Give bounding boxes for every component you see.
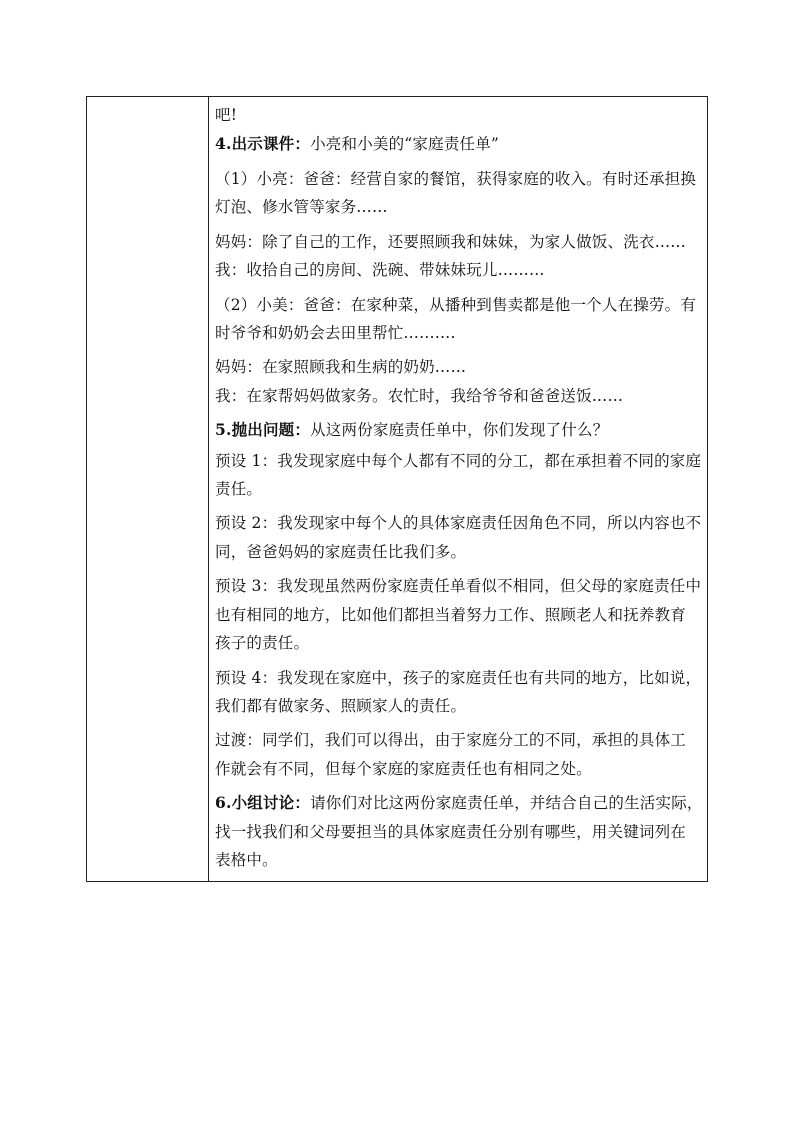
text-line (215, 848, 278, 870)
step-heading: 4.出示课件： (215, 134, 311, 153)
line-text: 请你们对比这两份家庭责任单，并结合自己的生活实际， (310, 794, 703, 812)
line-text: 妈妈：除了自己的工作，还要照顾我和妹妹，为家人做饭、洗衣…… (215, 233, 687, 251)
line-text: 我：收拾自己的房间、洗碗、带妹妹玩儿……… (215, 261, 545, 279)
line-text: 预设 1：我发现家庭中每个人都有不同的分工，都在承担着不同的家庭 (215, 452, 702, 470)
line-text: 时爷爷和奶奶会去田里帮忙………. (215, 324, 456, 342)
text-line (215, 293, 696, 315)
text-line (215, 694, 466, 716)
text-line (215, 355, 466, 377)
line-text: 吧! (215, 106, 238, 124)
text-line (215, 132, 499, 154)
text-line (215, 258, 545, 280)
line-text: 孩子的责任。 (215, 634, 310, 652)
line-text: 我：在家帮妈妈做家务。农忙时，我给爷爷和爸爸送饭…… (215, 387, 624, 405)
step-heading: 5.抛出问题： (215, 420, 311, 439)
text-line (215, 418, 608, 440)
text-line (215, 728, 686, 750)
text-line (215, 666, 701, 688)
line-text: 表格中。 (215, 851, 278, 869)
line-text: （1）小亮：爸爸：经营自家的餐馆，获得家庭的收入。有时还承担换 (215, 170, 697, 188)
line-text: 小亮和小美的“家庭责任单” (310, 135, 500, 153)
line-text: 预设 3：我发现虽然两份家庭责任单看似不相同，但父母的家庭责任中 (215, 577, 702, 595)
text-line (215, 511, 701, 533)
line-text: 妈妈：在家照顾我和生病的奶奶…… (215, 358, 467, 376)
text-line (215, 321, 456, 343)
text-line (215, 603, 686, 625)
text-line (215, 195, 388, 217)
line-text: 灯泡、修水管等家务…… (215, 198, 388, 216)
text-line (215, 540, 466, 562)
text-line (215, 167, 696, 189)
line-text: 我们都有做家务、照顾家人的责任。 (215, 697, 467, 715)
step-heading: 6.小组讨论： (215, 793, 311, 812)
line-text: 作就会有不同，但每个家庭的家庭责任也有相同之处。 (215, 760, 592, 778)
text-line (215, 449, 701, 471)
text-line (215, 230, 686, 252)
text-line (215, 477, 262, 499)
line-text: 找一找我们和父母要担当的具体家庭责任分别有哪些，用关键词列在 (215, 823, 687, 841)
line-text: 预设 2：我发现家中每个人的具体家庭责任因角色不同，所以内容也不 (215, 514, 702, 532)
line-text: （2）小美：爸爸：在家种菜，从播种到售卖都是他一个人在操劳。有 (215, 296, 697, 314)
text-line (215, 574, 701, 596)
text-line (215, 384, 623, 406)
line-text: 从这两份家庭责任单中，你们发现了什么？ (310, 421, 609, 439)
column-divider (208, 97, 209, 881)
line-text: 责任。 (215, 480, 263, 498)
text-line (215, 757, 592, 779)
line-text: 预设 4：我发现在家庭中，孩子的家庭责任也有共同的地方，比如说， (215, 669, 702, 687)
line-text: 同，爸爸妈妈的家庭责任比我们多。 (215, 543, 467, 561)
text-line (215, 103, 237, 125)
line-text: 过渡：同学们，我们可以得出，由于家庭分工的不同，承担的具体工 (215, 731, 687, 749)
text-line (215, 631, 309, 653)
text-line (215, 820, 686, 842)
lesson-table (86, 96, 708, 882)
line-text: 也有相同的地方，比如他们都担当着努力工作、照顾老人和抚养教育 (215, 606, 687, 624)
text-line (215, 791, 703, 813)
